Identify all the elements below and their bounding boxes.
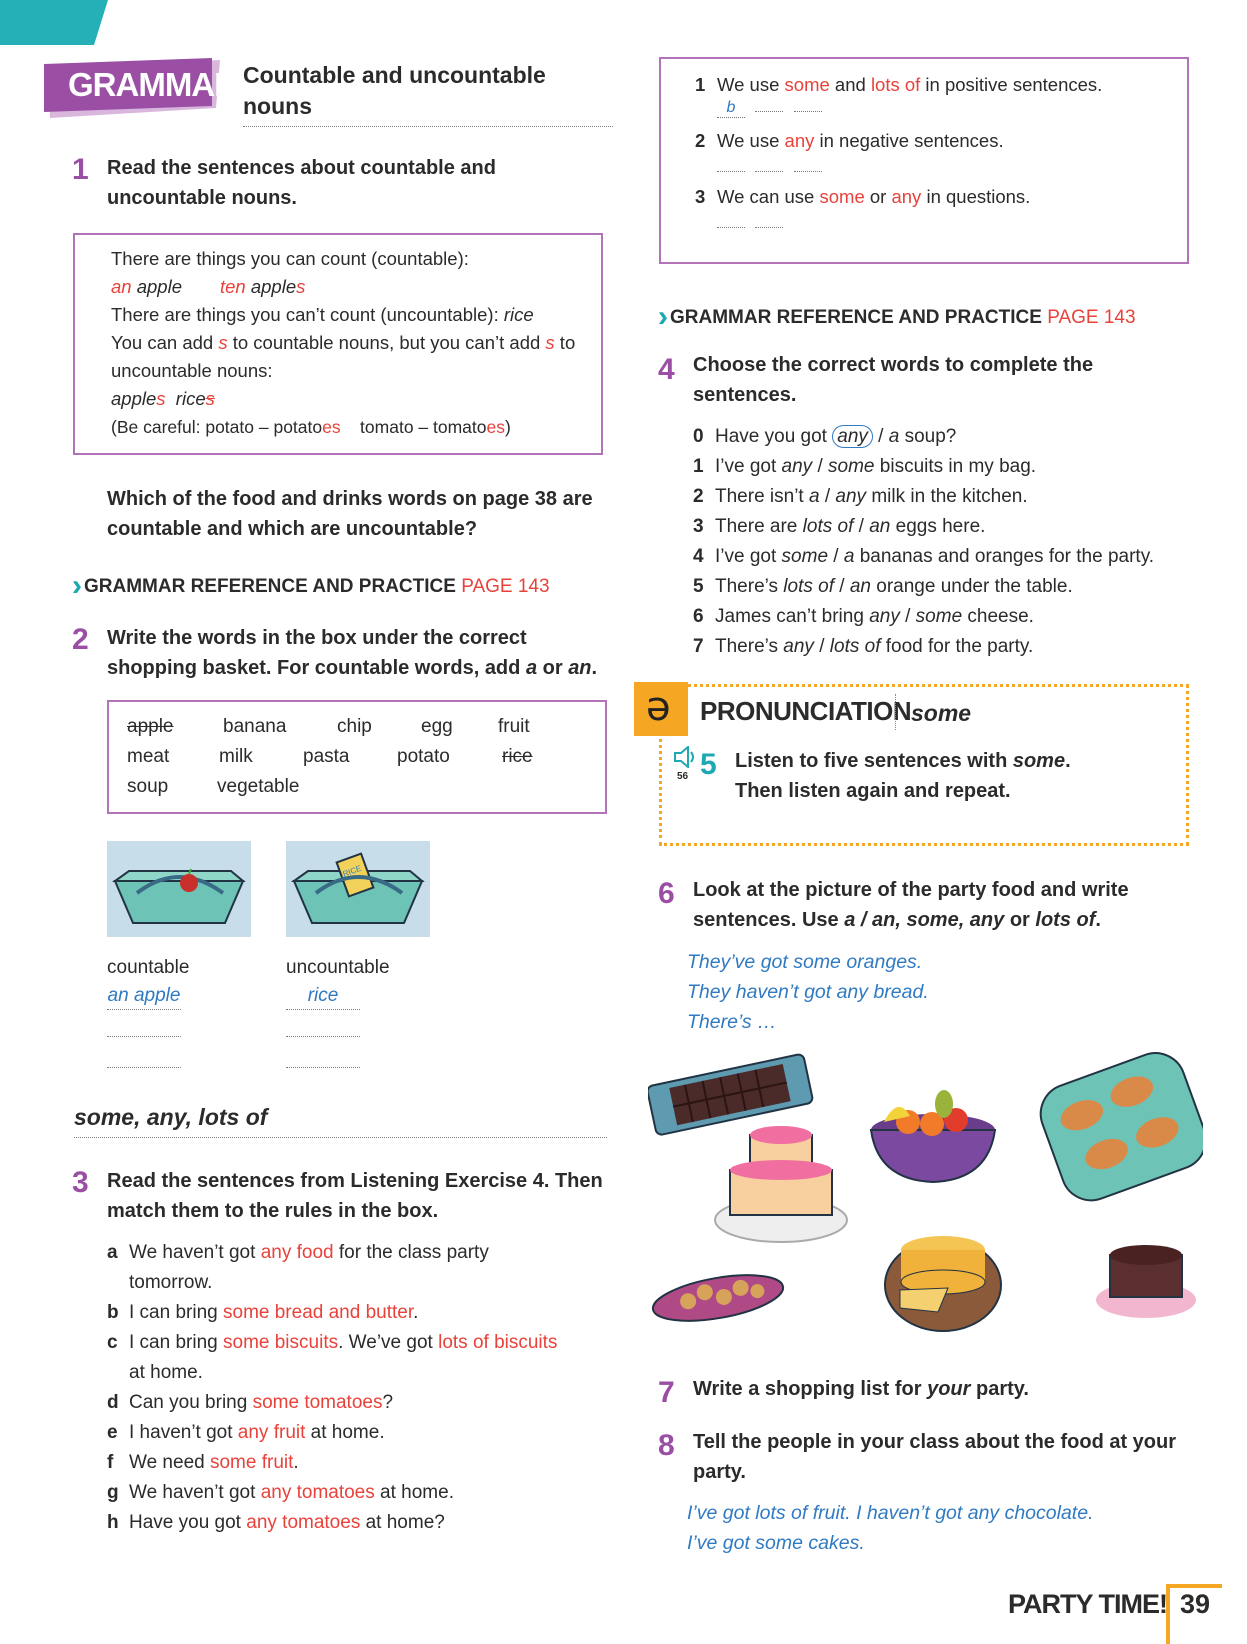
list-item: c I can bring some biscuits. We’ve got lots of biscuits at home. xyxy=(107,1332,558,1383)
rule-1-blanks xyxy=(717,99,822,118)
pronunciation-subtitle: some xyxy=(911,700,972,726)
exercise-1-instruction-line1: Read the sentences about countable and xyxy=(107,157,496,179)
rule-3: 3 We can use some or any in questions. xyxy=(695,186,1031,207)
list-item: a We haven’t got any food for the class party tomorrow. xyxy=(107,1242,489,1293)
example-line: I’ve got lots of fruit. I haven’t got any chocolate. xyxy=(687,1502,1094,1524)
section-title-some-any: some, any, lots of xyxy=(74,1104,607,1138)
uncountable-answer: rice xyxy=(286,983,360,1010)
example-line: They’ve got some oranges. xyxy=(687,951,923,973)
grammar-title-line1: Countable and uncountable xyxy=(243,62,546,88)
rule-ex-ten: ten xyxy=(219,276,246,297)
countable-label: countable xyxy=(107,957,190,978)
exercise-1-question: Which of the food and drinks words on page 38 are countable and which are uncountable? xyxy=(107,488,593,540)
list-item: 4 I’ve got some / a bananas and oranges for the party. xyxy=(693,546,1155,567)
word-egg: egg xyxy=(421,716,453,737)
exercise-6-instruction: Look at the picture of the party food and write sentences. Use a / an, some, any or lots of. xyxy=(693,879,1129,931)
exercise-4-number: 4 xyxy=(658,353,675,386)
cookie-plate xyxy=(650,1267,787,1329)
word-milk: milk xyxy=(219,746,253,767)
speaker-icon[interactable] xyxy=(673,746,697,768)
rule-3-blank[interactable] xyxy=(717,211,745,228)
list-item: e I haven’t got any fruit at home. xyxy=(107,1422,385,1443)
rule-1-blank[interactable] xyxy=(794,111,822,112)
exercise-2-instruction: Write the words in the box under the correct shopping basket. For countable words, add a or an. xyxy=(107,627,598,679)
exercise-6-examples xyxy=(687,947,929,1037)
rule-text xyxy=(111,245,591,441)
chocolate-bar xyxy=(648,1053,813,1135)
list-item: 7 There’s any / lots of food for the party. xyxy=(693,636,1034,657)
uncountable-basket-image xyxy=(286,841,430,937)
rule-box xyxy=(73,233,603,455)
countable-blank-2[interactable] xyxy=(107,1067,181,1068)
rule-line4: You can add s to countable nouns, but you can’t add s to xyxy=(111,332,576,353)
exercise-4-list xyxy=(693,422,1213,662)
rule-ex-apples: apple xyxy=(245,276,297,297)
list-item: d Can you bring some tomatoes? xyxy=(107,1392,394,1413)
rule-1: 1 We use some and lots of in positive sentences. xyxy=(695,74,1103,95)
pronunciation-title: PRONUNCIATION xyxy=(700,696,912,726)
list-item: 3 There are lots of / an eggs here. xyxy=(693,516,986,537)
rule-1-answer[interactable]: b xyxy=(717,99,745,118)
grammar-title xyxy=(243,60,613,127)
exercise-8-number: 8 xyxy=(658,1429,675,1462)
exercise-8-examples xyxy=(687,1498,1093,1558)
uncountable-blank-1[interactable] xyxy=(286,1036,360,1037)
reference-page: PAGE 143 xyxy=(461,576,550,597)
list-item: g We haven’t got any tomatoes at home. xyxy=(107,1482,454,1503)
cheese-board xyxy=(885,1236,1001,1331)
word-rice: rice xyxy=(502,746,533,767)
rule-line3-rice: rice xyxy=(503,304,534,325)
rule-example-s: apples rices xyxy=(111,388,215,409)
countable-basket-image xyxy=(107,841,251,937)
unit-title: PARTY TIME! xyxy=(1008,1589,1168,1619)
list-item: 2 There isn’t a / any milk in the kitchen. xyxy=(693,486,1028,507)
rule-line5: uncountable nouns: xyxy=(111,360,273,381)
list-item: b I can bring some bread and butter. xyxy=(107,1302,419,1323)
rule-line3: There are things you can’t count (uncountable): rice xyxy=(111,304,534,325)
exercise-6-number: 6 xyxy=(658,877,675,910)
word-pasta: pasta xyxy=(303,746,350,767)
exercise-2-number: 2 xyxy=(72,623,89,656)
exercise-4-instruction: Choose the correct words to complete the sentences. xyxy=(693,354,1094,406)
word-fruit: fruit xyxy=(498,716,530,737)
list-item: 6 James can’t bring any / some cheese. xyxy=(693,606,1034,627)
circled-answer[interactable]: any xyxy=(832,425,873,448)
uncountable-label: uncountable xyxy=(286,957,390,978)
word-vegetable: vegetable xyxy=(217,776,300,797)
countable-blank-1[interactable] xyxy=(107,1036,181,1037)
uncountable-blank-2[interactable] xyxy=(286,1067,360,1068)
grammar-title-line2: nouns xyxy=(243,93,312,119)
rule-line1: There are things you can count (countable): xyxy=(111,248,469,269)
rule-3-blanks xyxy=(717,211,783,229)
exercise-3-number: 3 xyxy=(72,1166,89,1199)
word-box xyxy=(107,700,607,814)
chicken-platter xyxy=(1032,1050,1203,1209)
exercise-5-instruction: Listen to five sentences with some. Then listen again and repeat. xyxy=(735,750,1071,802)
word-chip: chip xyxy=(337,716,372,737)
grammar-badge xyxy=(44,58,237,120)
rule-2-blank[interactable] xyxy=(717,155,745,172)
grammar-reference-link-2[interactable]: GRAMMAR REFERENCE AND PRACTICE PAGE 143 xyxy=(670,307,1136,328)
rules-box xyxy=(659,57,1189,264)
exercise-5-number: 5 xyxy=(700,748,717,781)
fruit-bowl xyxy=(871,1090,995,1182)
rule-2-blank[interactable] xyxy=(794,155,822,172)
word-potato: potato xyxy=(397,746,450,767)
audio-track-number: 56 xyxy=(677,771,689,782)
reference-page: PAGE 143 xyxy=(1047,307,1136,328)
example-line: I’ve got some cakes. xyxy=(687,1532,865,1554)
list-item: 1 I’ve got any / some biscuits in my bag. xyxy=(693,456,1037,477)
rule-example-countable xyxy=(111,273,591,301)
rule-1-blank[interactable] xyxy=(755,111,783,112)
grammar-badge-label: GRAMMAR xyxy=(68,66,237,103)
schwa-symbol: ə xyxy=(646,684,671,730)
rule-ex-apple: apple xyxy=(131,276,182,297)
rule-2-blanks xyxy=(717,155,822,173)
example-line: They haven’t got any bread. xyxy=(687,981,929,1003)
rice-package-tag: RICE xyxy=(341,863,363,879)
chocolate-cake xyxy=(1096,1245,1196,1318)
countable-answer: an apple xyxy=(107,983,181,1010)
exercise-3-instruction: Read the sentences from Listening Exercise 4. Then match them to the rules in the box. xyxy=(107,1170,603,1222)
list-item: 0 Have you got any / a soup? xyxy=(693,426,957,447)
rule-2: 2 We use any in negative sentences. xyxy=(695,130,1004,151)
exercise-3-list xyxy=(107,1238,617,1538)
exercise-1-instruction xyxy=(107,153,496,213)
exercise-7-number: 7 xyxy=(658,1376,675,1409)
rule-ex-an: an xyxy=(111,276,132,297)
list-item: 5 There’s lots of / an orange under the table. xyxy=(693,576,1073,597)
pronunciation-divider xyxy=(895,694,896,730)
example-line: There’s … xyxy=(687,1011,777,1033)
rule-3-blank[interactable] xyxy=(755,211,783,228)
word-meat: meat xyxy=(127,746,170,767)
corner-decoration xyxy=(0,0,110,50)
rule-line7: (Be careful: potato – potatoes tomato – tomatoes) xyxy=(111,417,511,437)
exercise-7-instruction: Write a shopping list for your party. xyxy=(693,1378,1029,1400)
grammar-reference-link-1[interactable]: GRAMMAR REFERENCE AND PRACTICE PAGE 143 xyxy=(84,576,550,597)
word-apple: apple xyxy=(127,716,174,737)
list-item: h Have you got any tomatoes at home? xyxy=(107,1512,445,1533)
list-item: f We need some fruit. xyxy=(107,1452,299,1473)
word-soup: soup xyxy=(127,776,169,797)
exercise-1-number: 1 xyxy=(72,153,89,186)
page-number: 39 xyxy=(1180,1589,1211,1619)
exercise-8-instruction: Tell the people in your class about the food at your party. xyxy=(693,1431,1177,1483)
rule-2-blank[interactable] xyxy=(755,155,783,172)
exercise-1-instruction-line2: uncountable nouns. xyxy=(107,187,297,209)
word-banana: banana xyxy=(223,716,287,737)
birthday-cake xyxy=(715,1126,847,1242)
party-food-illustration xyxy=(648,1050,1203,1345)
schwa-badge xyxy=(634,682,688,736)
rule-ex-s: s xyxy=(296,276,306,297)
